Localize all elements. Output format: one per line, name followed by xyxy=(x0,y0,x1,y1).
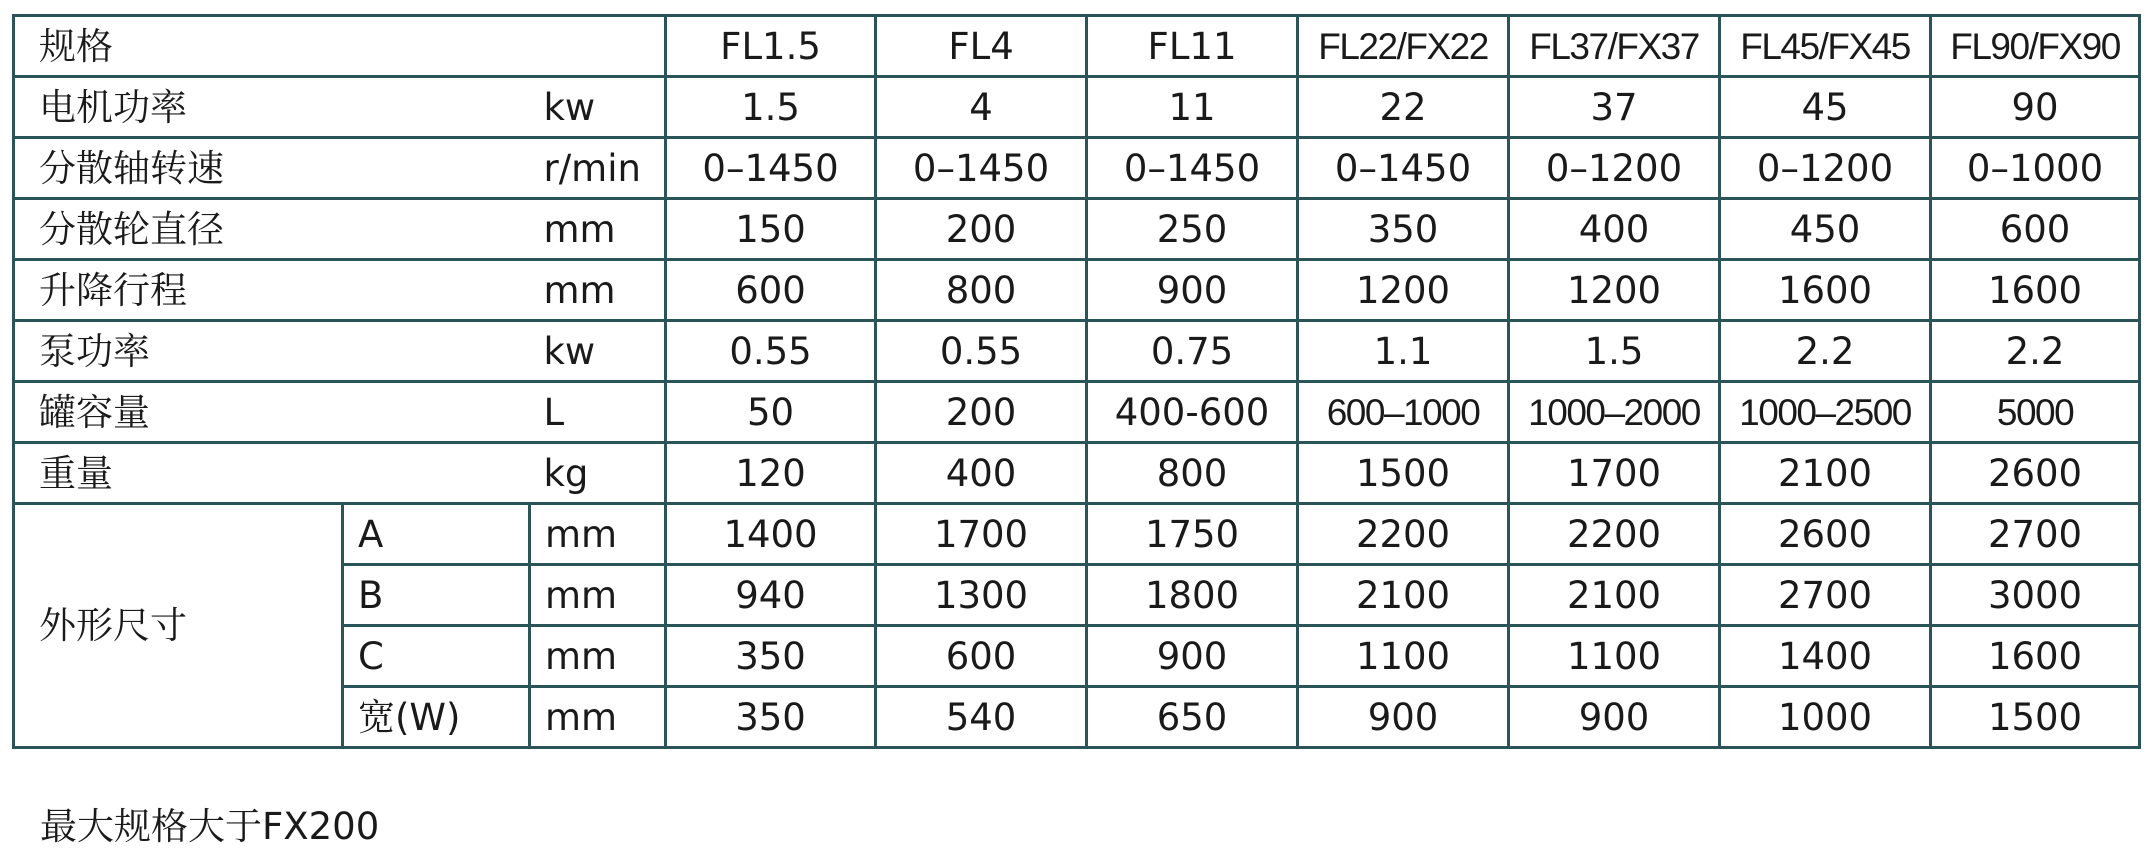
table-row xyxy=(14,443,2140,504)
model-header: FL11 xyxy=(1087,16,1298,77)
value-cell: 2600 xyxy=(1720,504,1931,565)
table-row xyxy=(14,199,2140,260)
value-cell: 1000–2500 xyxy=(1720,382,1931,443)
value-cell: 350 xyxy=(1298,199,1509,260)
table-row xyxy=(14,504,2140,565)
row-label: 升降行程 xyxy=(14,260,530,321)
value-cell: 1200 xyxy=(1509,260,1720,321)
table-row xyxy=(14,382,2140,443)
value-cell: 90 xyxy=(1931,77,2140,138)
value-cell: 2.2 xyxy=(1931,321,2140,382)
value-cell: 940 xyxy=(666,565,876,626)
model-header: FL1.5 xyxy=(666,16,876,77)
model-header: FL45/FX45 xyxy=(1720,16,1931,77)
model-header: FL37/FX37 xyxy=(1509,16,1720,77)
value-cell: 600 xyxy=(876,626,1087,687)
value-cell: 2.2 xyxy=(1720,321,1931,382)
value-cell: 1000–2000 xyxy=(1509,382,1720,443)
value-cell: 50 xyxy=(666,382,876,443)
value-cell: 800 xyxy=(876,260,1087,321)
value-cell: 1700 xyxy=(1509,443,1720,504)
value-cell: 1600 xyxy=(1931,626,2140,687)
value-cell: 2200 xyxy=(1509,504,1720,565)
header-label: 规格 xyxy=(14,16,666,77)
value-cell: 200 xyxy=(876,382,1087,443)
table-row xyxy=(14,77,2140,138)
value-cell: 400 xyxy=(1509,199,1720,260)
row-unit: kw xyxy=(530,321,666,382)
dimension-sub-label: B xyxy=(343,565,530,626)
row-unit: mm xyxy=(530,626,666,687)
value-cell: 600 xyxy=(1931,199,2140,260)
value-cell: 22 xyxy=(1298,77,1509,138)
row-label: 重量 xyxy=(14,443,530,504)
value-cell: 250 xyxy=(1087,199,1298,260)
value-cell: 350 xyxy=(666,626,876,687)
dimension-sub-label: C xyxy=(343,626,530,687)
value-cell: 1000 xyxy=(1720,687,1931,748)
value-cell: 0–1450 xyxy=(1087,138,1298,199)
value-cell: 0–1450 xyxy=(666,138,876,199)
value-cell: 0–1200 xyxy=(1509,138,1720,199)
row-unit: r/min xyxy=(530,138,666,199)
value-cell: 450 xyxy=(1720,199,1931,260)
value-cell: 0–1450 xyxy=(876,138,1087,199)
value-cell: 4 xyxy=(876,77,1087,138)
value-cell: 2700 xyxy=(1931,504,2140,565)
value-cell: 1.1 xyxy=(1298,321,1509,382)
value-cell: 1600 xyxy=(1720,260,1931,321)
row-label: 分散轴转速 xyxy=(14,138,530,199)
value-cell: 1.5 xyxy=(1509,321,1720,382)
model-header: FL90/FX90 xyxy=(1931,16,2140,77)
value-cell: 1700 xyxy=(876,504,1087,565)
value-cell: 1750 xyxy=(1087,504,1298,565)
value-cell: 1500 xyxy=(1298,443,1509,504)
spec-table xyxy=(12,14,2141,749)
row-unit: kw xyxy=(530,77,666,138)
table-row xyxy=(14,321,2140,382)
footnote: 最大规格大于FX200 xyxy=(40,805,380,848)
value-cell: 2100 xyxy=(1298,565,1509,626)
row-label: 罐容量 xyxy=(14,382,530,443)
value-cell: 0–1200 xyxy=(1720,138,1931,199)
row-label: 泵功率 xyxy=(14,321,530,382)
value-cell: 540 xyxy=(876,687,1087,748)
value-cell: 900 xyxy=(1087,260,1298,321)
value-cell: 0.55 xyxy=(666,321,876,382)
value-cell: 2700 xyxy=(1720,565,1931,626)
value-cell: 2200 xyxy=(1298,504,1509,565)
value-cell: 1100 xyxy=(1298,626,1509,687)
table-row xyxy=(14,260,2140,321)
value-cell: 1.5 xyxy=(666,77,876,138)
row-unit: mm xyxy=(530,565,666,626)
value-cell: 2600 xyxy=(1931,443,2140,504)
value-cell: 650 xyxy=(1087,687,1298,748)
value-cell: 3000 xyxy=(1931,565,2140,626)
value-cell: 1500 xyxy=(1931,687,2140,748)
value-cell: 800 xyxy=(1087,443,1298,504)
model-header: FL22/FX22 xyxy=(1298,16,1509,77)
value-cell: 400-600 xyxy=(1087,382,1298,443)
row-unit: mm xyxy=(530,687,666,748)
dimensions-label: 外形尺寸 xyxy=(14,504,343,748)
value-cell: 37 xyxy=(1509,77,1720,138)
value-cell: 350 xyxy=(666,687,876,748)
row-unit: mm xyxy=(530,199,666,260)
row-unit: kg xyxy=(530,443,666,504)
dimension-sub-label: A xyxy=(343,504,530,565)
value-cell: 900 xyxy=(1087,626,1298,687)
value-cell: 1600 xyxy=(1931,260,2140,321)
dimension-sub-label: 宽(W) xyxy=(343,687,530,748)
model-header: FL4 xyxy=(876,16,1087,77)
row-unit: L xyxy=(530,382,666,443)
value-cell: 2100 xyxy=(1720,443,1931,504)
row-unit: mm xyxy=(530,260,666,321)
header-row xyxy=(14,16,2140,77)
value-cell: 0.75 xyxy=(1087,321,1298,382)
value-cell: 45 xyxy=(1720,77,1931,138)
value-cell: 0–1450 xyxy=(1298,138,1509,199)
value-cell: 120 xyxy=(666,443,876,504)
row-label: 分散轮直径 xyxy=(14,199,530,260)
value-cell: 600–1000 xyxy=(1298,382,1509,443)
value-cell: 1100 xyxy=(1509,626,1720,687)
value-cell: 5000 xyxy=(1931,382,2140,443)
value-cell: 0.55 xyxy=(876,321,1087,382)
value-cell: 900 xyxy=(1298,687,1509,748)
value-cell: 150 xyxy=(666,199,876,260)
table-row xyxy=(14,138,2140,199)
value-cell: 11 xyxy=(1087,77,1298,138)
value-cell: 600 xyxy=(666,260,876,321)
value-cell: 200 xyxy=(876,199,1087,260)
value-cell: 1800 xyxy=(1087,565,1298,626)
value-cell: 2100 xyxy=(1509,565,1720,626)
value-cell: 0–1000 xyxy=(1931,138,2140,199)
row-unit: mm xyxy=(530,504,666,565)
value-cell: 400 xyxy=(876,443,1087,504)
value-cell: 1300 xyxy=(876,565,1087,626)
value-cell: 1400 xyxy=(666,504,876,565)
value-cell: 1400 xyxy=(1720,626,1931,687)
value-cell: 1200 xyxy=(1298,260,1509,321)
value-cell: 900 xyxy=(1509,687,1720,748)
row-label: 电机功率 xyxy=(14,77,530,138)
